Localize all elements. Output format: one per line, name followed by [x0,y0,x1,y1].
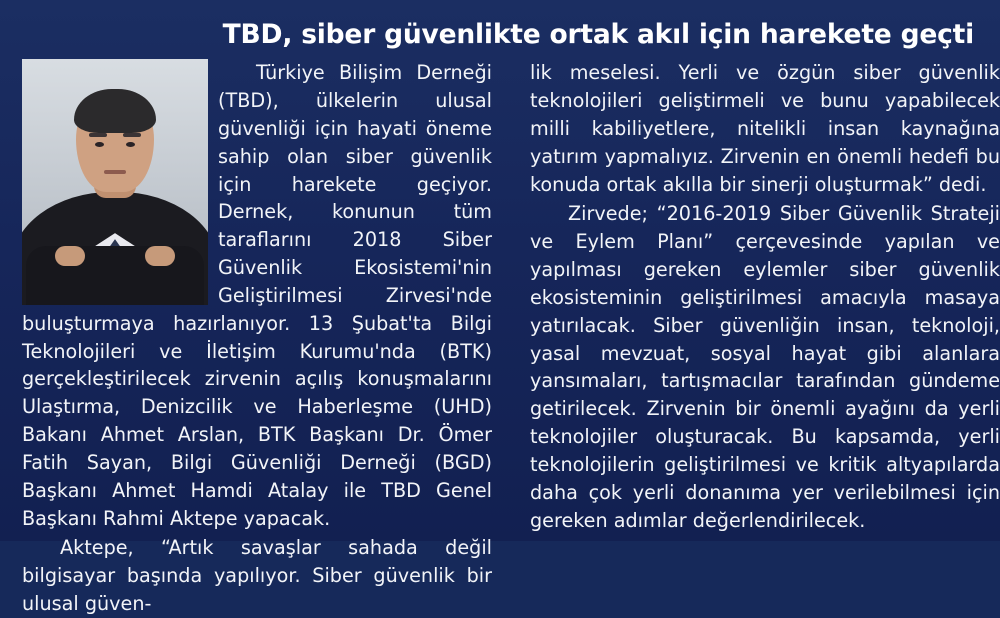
left-column [22,59,492,618]
article-body [22,59,1000,616]
page-title: TBD, siber güvenlikte ortak akıl için harekete geçti [222,19,974,50]
paragraph-right-2: Zirvede; “2016-2019 Siber Güvenlik Strateji ve Eylem Planı” çerçevesinde yapılan ve yapılması gereken eylemler siber güvenlik ekosisteminin geliştirilmesi amacıyla masaya yatırılacak. Siber güvenliğin insan, teknoloji, yasal mevzuat, sosyal hayat gibi alanlara yansımaları, tartışmacılar tarafından gündeme getirilecek. Zirvenin bir önemli ayağını da yerli teknolojiler oluşturacak. Bu kapsamda, yerli teknolojilerin geliştirilmesi ve kritik altyapılarda daha çok yerli donanıma yer verilebilmesi için gereken adımlar değerlendirilecek. [530,202,1000,532]
photo-wrap-spacer [22,59,218,309]
text-columns [22,59,1000,616]
paragraph-right-1: lik meselesi. Yerli ve özgün siber güvenlik teknolojileri geliştirmeli ve bunu yapabilecek milli kabiliyetlere, nitelikli insan kaynağına yatırım yapmalıyız. Zirvenin en önemli hedefi bu konuda ortak akılla bir sinerji oluşturmak” dedi. [530,61,1000,196]
paragraph-left-2: Aktepe, “Artık savaşlar sahada değil bilgisayar başında yapılıyor. Siber güvenlik bir ulusal güven- [22,536,492,616]
right-column [530,59,1000,534]
paragraph-left-1: Türkiye Bilişim Derneği (TBD), ülkelerin ulusal güvenliği için hayati öneme sahip olan siber güvenlik için harekete geçiyor. Dernek, konunun tüm taraflarını 2018 Siber Güvenlik Ekosistemi'nin Geliştirilmesi Zirvesi'nde buluşturmaya hazırlanıyor. 13 Şubat'ta Bilgi Teknolojileri ve İletişim Kurumu'nda (BTK) gerçekleştirilecek zirvenin açılış konuşmalarını Ulaştırma, Denizcilik ve Haberleşme (UHD) Bakanı Ahmet Arslan, BTK Başkanı Dr. Ömer Fatih Sayan, Bilgi Güvenliği Derneği (BGD) Başkanı Ahmet Hamdi Atalay ile TBD Genel Başkanı Rahmi Aktepe yapacak. [22,61,492,530]
